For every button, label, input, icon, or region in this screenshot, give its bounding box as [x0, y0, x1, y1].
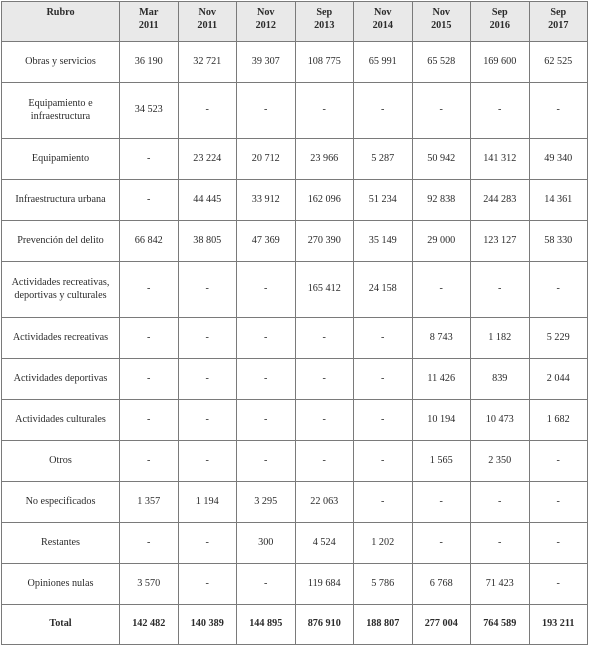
table-cell: - — [295, 359, 354, 400]
total-cell: 142 482 — [120, 605, 179, 645]
table-cell: - — [471, 262, 530, 318]
table-cell: - — [178, 83, 237, 139]
table-cell: - — [120, 262, 179, 318]
table-cell: - — [178, 262, 237, 318]
table-cell: 119 684 — [295, 564, 354, 605]
table-cell: - — [237, 441, 296, 482]
column-header-sep-2016 — [471, 2, 530, 42]
column-header-nov-2011 — [178, 2, 237, 42]
column-header-sep-2013 — [295, 2, 354, 42]
table-cell: 34 523 — [120, 83, 179, 139]
table-cell: - — [529, 262, 588, 318]
header-line2: 2011 — [138, 19, 159, 31]
table-cell: - — [120, 523, 179, 564]
table-cell: - — [529, 83, 588, 139]
table-cell: 23 966 — [295, 139, 354, 180]
total-cell: 277 004 — [412, 605, 471, 645]
table-cell: 14 361 — [529, 180, 588, 221]
table-cell: 1 194 — [178, 482, 237, 523]
table-cell: 5 786 — [354, 564, 413, 605]
table-cell: - — [354, 83, 413, 139]
total-cell: 764 589 — [471, 605, 530, 645]
row-label: Actividades culturales — [2, 400, 120, 441]
table-cell: 23 224 — [178, 139, 237, 180]
row-label: Infraestructura urbana — [2, 180, 120, 221]
table-cell: 49 340 — [529, 139, 588, 180]
table-cell: 5 287 — [354, 139, 413, 180]
header-line2: 2013 — [314, 19, 335, 31]
column-header-nov-2015 — [412, 2, 471, 42]
table-cell: - — [412, 523, 471, 564]
table-cell: 2 044 — [529, 359, 588, 400]
header-row — [2, 2, 588, 42]
row-label: Otros — [2, 441, 120, 482]
header-line1: Nov — [198, 7, 217, 18]
table-cell: 3 570 — [120, 564, 179, 605]
table-cell: - — [237, 564, 296, 605]
table-cell: 1 565 — [412, 441, 471, 482]
table-cell: - — [354, 400, 413, 441]
table-cell: 1 202 — [354, 523, 413, 564]
table-cell: - — [412, 262, 471, 318]
table-cell: 36 190 — [120, 42, 179, 83]
header-line1: Nov — [373, 7, 392, 18]
table-cell: 29 000 — [412, 221, 471, 262]
total-cell: 144 895 — [237, 605, 296, 645]
table-cell: 3 295 — [237, 482, 296, 523]
table-cell: - — [237, 262, 296, 318]
table-cell: - — [120, 318, 179, 359]
header-line1: Sep — [491, 7, 508, 18]
table-cell: 50 942 — [412, 139, 471, 180]
table-cell: - — [120, 139, 179, 180]
table-cell: - — [295, 441, 354, 482]
table-cell: 244 283 — [471, 180, 530, 221]
table-cell: 65 528 — [412, 42, 471, 83]
header-line1: Sep — [550, 7, 567, 18]
table-cell: - — [354, 482, 413, 523]
table-row — [2, 221, 588, 262]
header-line1: Rubro — [46, 7, 75, 18]
results-table-container — [1, 1, 587, 630]
table-cell: 65 991 — [354, 42, 413, 83]
table-cell: 66 842 — [120, 221, 179, 262]
table-cell: - — [178, 564, 237, 605]
table-cell: - — [354, 318, 413, 359]
table-cell: - — [529, 441, 588, 482]
table-cell: - — [237, 318, 296, 359]
column-header-mar-2011 — [120, 2, 179, 42]
table-cell: - — [471, 523, 530, 564]
table-row — [2, 359, 588, 400]
table-row — [2, 441, 588, 482]
table-row — [2, 400, 588, 441]
row-label: No especificados — [2, 482, 120, 523]
table-cell: 270 390 — [295, 221, 354, 262]
header-line2: 2017 — [548, 19, 569, 31]
header-line1: Nov — [432, 7, 451, 18]
table-cell: 35 149 — [354, 221, 413, 262]
results-table — [1, 1, 588, 645]
row-label: Actividades recreativas — [2, 318, 120, 359]
total-row — [2, 605, 588, 645]
table-cell: 1 357 — [120, 482, 179, 523]
table-cell: - — [295, 318, 354, 359]
table-cell: 33 912 — [237, 180, 296, 221]
column-header-rubro — [2, 2, 120, 42]
table-cell: 92 838 — [412, 180, 471, 221]
table-cell: - — [120, 400, 179, 441]
table-cell: 141 312 — [471, 139, 530, 180]
table-row — [2, 180, 588, 221]
table-cell: 62 525 — [529, 42, 588, 83]
table-cell: 4 524 — [295, 523, 354, 564]
table-cell: 71 423 — [471, 564, 530, 605]
row-label: Equipamiento e infraestructura — [2, 83, 120, 139]
table-cell: 47 369 — [237, 221, 296, 262]
table-cell: - — [471, 83, 530, 139]
table-cell: - — [529, 482, 588, 523]
table-cell: - — [178, 441, 237, 482]
table-cell: 6 768 — [412, 564, 471, 605]
table-cell: 44 445 — [178, 180, 237, 221]
table-row — [2, 482, 588, 523]
table-cell: 10 473 — [471, 400, 530, 441]
table-cell: 300 — [237, 523, 296, 564]
table-cell: 32 721 — [178, 42, 237, 83]
table-cell: - — [178, 359, 237, 400]
table-cell: - — [178, 400, 237, 441]
table-row — [2, 262, 588, 318]
total-cell: 188 807 — [354, 605, 413, 645]
column-header-nov-2014 — [354, 2, 413, 42]
table-cell: - — [120, 359, 179, 400]
table-row — [2, 564, 588, 605]
table-cell: 108 775 — [295, 42, 354, 83]
row-label: Actividades recreativas, deportivas y culturales — [2, 262, 120, 318]
total-cell: 876 910 — [295, 605, 354, 645]
total-cell: 193 211 — [529, 605, 588, 645]
table-cell: - — [412, 83, 471, 139]
table-cell: 2 350 — [471, 441, 530, 482]
row-label: Obras y servicios — [2, 42, 120, 83]
header-line2: 2012 — [255, 19, 276, 31]
table-row — [2, 523, 588, 564]
table-cell: - — [295, 83, 354, 139]
table-cell: 5 229 — [529, 318, 588, 359]
table-cell: - — [237, 400, 296, 441]
header-line2: 2015 — [431, 19, 452, 31]
header-line1: Nov — [256, 7, 275, 18]
header-line2: 2016 — [489, 19, 510, 31]
table-cell: - — [178, 318, 237, 359]
table-row — [2, 139, 588, 180]
table-cell: 1 682 — [529, 400, 588, 441]
row-label: Opiniones nulas — [2, 564, 120, 605]
table-cell: 38 805 — [178, 221, 237, 262]
table-cell: 11 426 — [412, 359, 471, 400]
table-cell: 24 158 — [354, 262, 413, 318]
table-cell: - — [237, 83, 296, 139]
table-cell: - — [354, 441, 413, 482]
table-cell: 20 712 — [237, 139, 296, 180]
table-row — [2, 83, 588, 139]
table-cell: 1 182 — [471, 318, 530, 359]
table-cell: - — [412, 482, 471, 523]
table-cell: - — [178, 523, 237, 564]
row-label: Equipamiento — [2, 139, 120, 180]
header-line2: 2014 — [372, 19, 393, 31]
table-cell: - — [237, 359, 296, 400]
table-cell: - — [529, 523, 588, 564]
table-cell: - — [120, 180, 179, 221]
total-cell: 140 389 — [178, 605, 237, 645]
table-cell: 8 743 — [412, 318, 471, 359]
table-row — [2, 318, 588, 359]
table-cell: 123 127 — [471, 221, 530, 262]
table-cell: - — [529, 564, 588, 605]
table-cell: 169 600 — [471, 42, 530, 83]
table-row — [2, 42, 588, 83]
table-cell: 22 063 — [295, 482, 354, 523]
table-cell: 165 412 — [295, 262, 354, 318]
column-header-sep-2017 — [529, 2, 588, 42]
row-label: Actividades deportivas — [2, 359, 120, 400]
header-line1: Mar — [139, 7, 159, 18]
table-cell: 10 194 — [412, 400, 471, 441]
row-label: Prevención del delito — [2, 221, 120, 262]
table-cell: 162 096 — [295, 180, 354, 221]
table-cell: 839 — [471, 359, 530, 400]
table-cell: - — [471, 482, 530, 523]
total-label: Total — [2, 605, 120, 645]
table-cell: 39 307 — [237, 42, 296, 83]
header-line2: 2011 — [197, 19, 218, 31]
row-label: Restantes — [2, 523, 120, 564]
table-cell: - — [120, 441, 179, 482]
column-header-nov-2012 — [237, 2, 296, 42]
table-cell: - — [295, 400, 354, 441]
table-cell: 51 234 — [354, 180, 413, 221]
table-cell: 58 330 — [529, 221, 588, 262]
header-line1: Sep — [316, 7, 333, 18]
table-cell: - — [354, 359, 413, 400]
